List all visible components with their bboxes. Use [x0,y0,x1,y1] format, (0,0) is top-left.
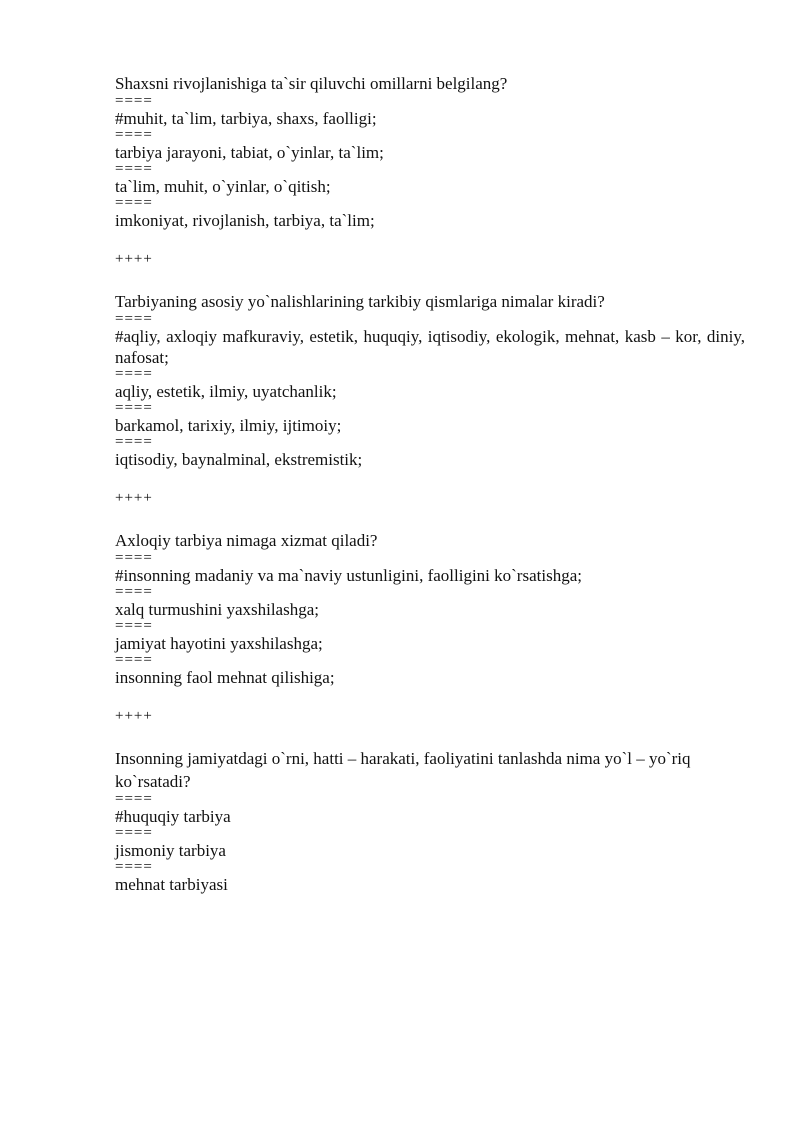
question-text: Insonning jamiyatdagi o`rni, hatti – harakati, faoliyatini tanlashda nima yo`l – yo`riq ko`rsatadi? [115,749,691,791]
question-block-2 [115,290,745,470]
answer-separator: ==== [115,791,153,807]
answer-option: xalq turmushini yaxshilashga; [115,600,319,619]
answer-option: #huquqiy tarbiya [115,807,231,826]
block-separator: ++++ [115,490,153,506]
answer-separator: ==== [115,618,153,634]
answer-option: #muhit, ta`lim, tarbiya, shaxs, faolligi; [115,109,377,128]
question-text: Shaxsni rivojlanishiga ta`sir qiluvchi omillarni belgilang? [115,74,508,93]
answer-separator: ==== [115,859,153,875]
answer-separator: ==== [115,366,153,382]
block-separator: ++++ [115,251,153,267]
question-block-1 [115,72,745,231]
answer-separator: ==== [115,652,153,668]
question-block-3 [115,529,745,688]
answer-separator: ==== [115,195,153,211]
answer-option: imkoniyat, rivojlanish, tarbiya, ta`lim; [115,211,375,230]
question-text: Axloqiy tarbiya nimaga xizmat qiladi? [115,531,378,550]
answer-separator: ==== [115,93,153,109]
answer-option: iqtisodiy, baynalminal, ekstremistik; [115,450,363,469]
question-block-4 [115,747,745,895]
answer-option: insonning faol mehnat qilishiga; [115,668,335,687]
answer-option: jismoniy tarbiya [115,841,226,860]
block-separator: ++++ [115,708,153,724]
answer-option: tarbiya jarayoni, tabiat, o`yinlar, ta`lim; [115,143,384,162]
answer-separator: ==== [115,434,153,450]
answer-option: barkamol, tarixiy, ilmiy, ijtimoiy; [115,416,342,435]
answer-separator: ==== [115,550,153,566]
answer-option: #insonning madaniy va ma`naviy ustunligini, faolligini ko`rsatishga; [115,566,582,585]
answer-separator: ==== [115,400,153,416]
question-text: Tarbiyaning asosiy yo`nalishlarining tarkibiy qismlariga nimalar kiradi? [115,292,605,311]
answer-separator: ==== [115,161,153,177]
answer-option: ta`lim, muhit, o`yinlar, o`qitish; [115,177,331,196]
answer-separator: ==== [115,825,153,841]
answer-option: jamiyat hayotini yaxshilashga; [115,634,323,653]
document-page [115,72,745,895]
answer-separator: ==== [115,127,153,143]
answer-separator: ==== [115,584,153,600]
answer-option: mehnat tarbiyasi [115,875,228,894]
answer-option: aqliy, estetik, ilmiy, uyatchanlik; [115,382,337,401]
answer-option: #aqliy, axloqiy mafkuraviy, estetik, huquqiy, iqtisodiy, ekologik, mehnat, kasb – kor, diniy, nafosat; [115,327,745,367]
answer-separator: ==== [115,311,153,327]
